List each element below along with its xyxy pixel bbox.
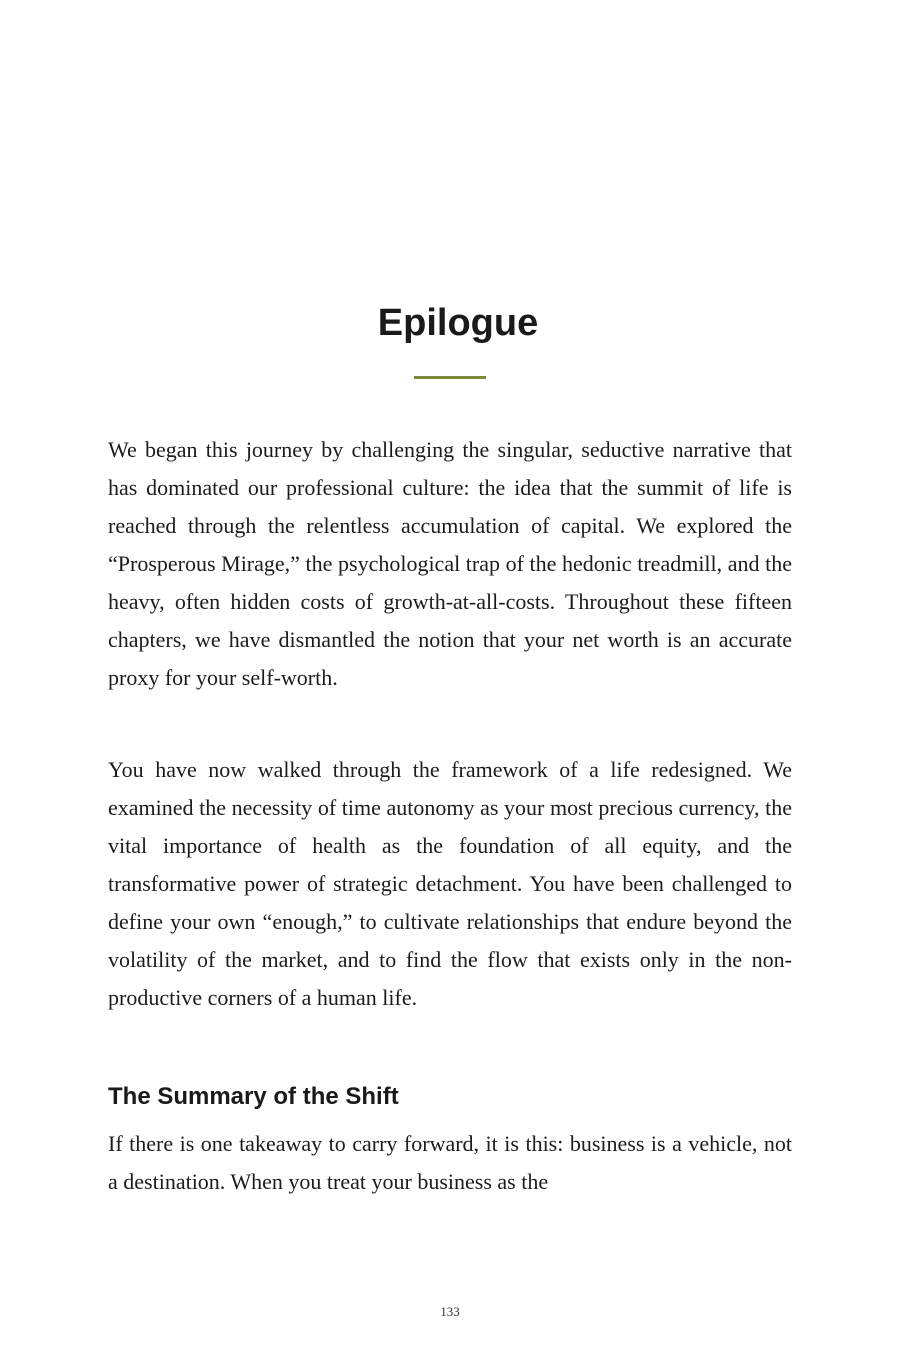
chapter-title: Epilogue	[377, 302, 539, 344]
body-paragraph-2: You have now walked through the framework of a life redesigned. We examined the necessity of time autonomy as your most precious currency, the vital importance of health as the foundation of all equity, and the transformative power of strategic detachment. You have been challenged to define your own “enough,” to cultivate relationships that endure beyond the volatility of the market, and to find the flow that exists only in the non-productive corners of a human life.	[108, 757, 792, 1010]
section-paragraph: If there is one takeaway to carry forward, it is this: business is a vehicle, not a destination. When you treat your business as the	[108, 1131, 792, 1194]
title-divider	[414, 376, 486, 379]
section-heading: The Summary of the Shift	[108, 1083, 399, 1110]
body-paragraph-1: We began this journey by challenging the singular, seductive narrative that has dominated our professional culture: the idea that the summit of life is reached through the relentless accumulation of capital. We explored the “Prosperous Mirage,” the psychological trap of the hedonic treadmill, and the heavy, often hidden costs of growth-at-all-costs. Throughout these fifteen chapters, we have dismantled the notion that your net worth is an accurate proxy for your self-worth.	[108, 437, 792, 690]
page-number: 133	[440, 1304, 460, 1319]
